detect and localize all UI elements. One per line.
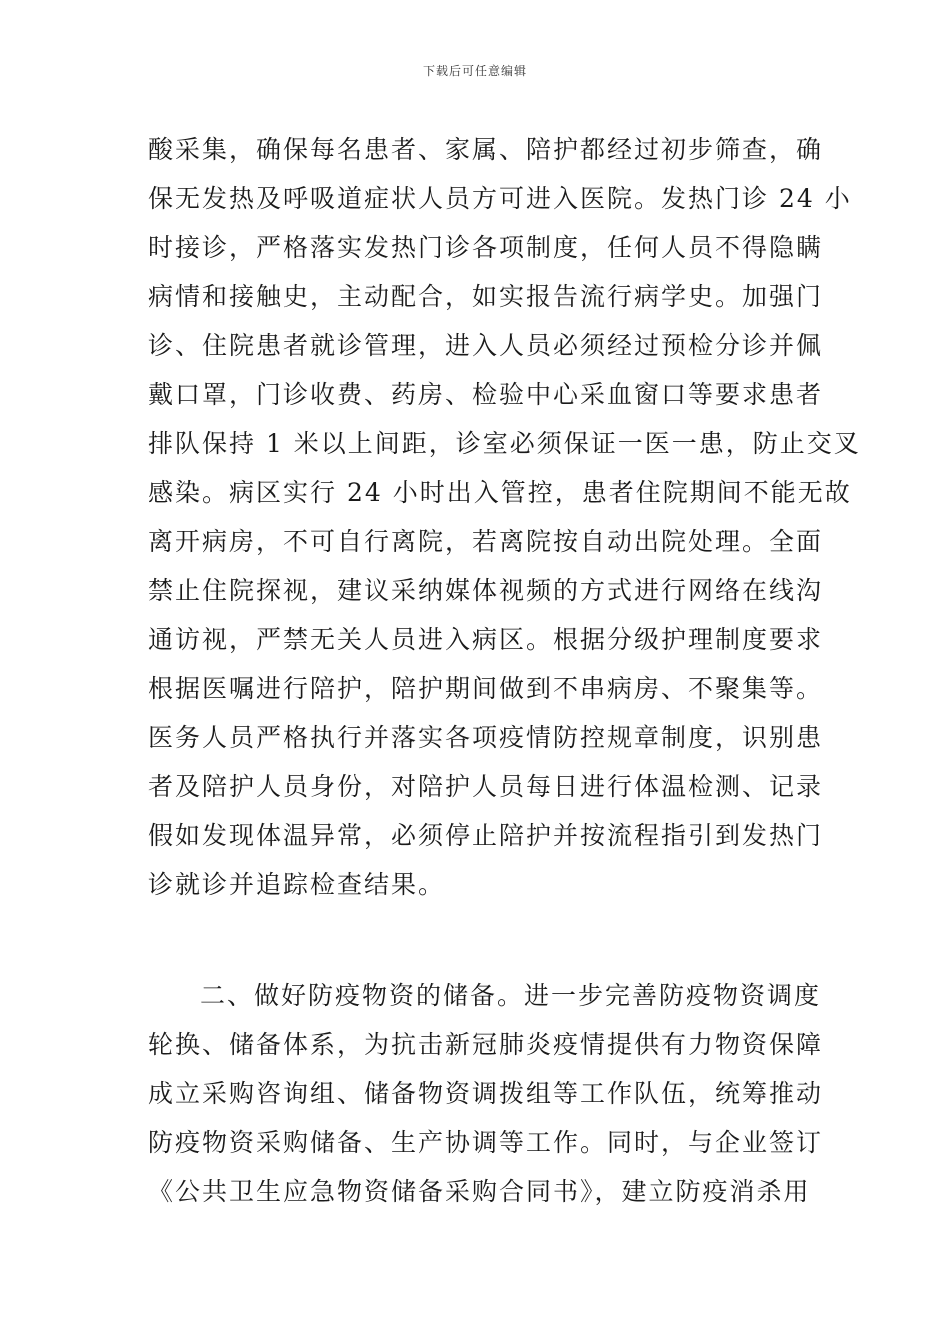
paragraph-line: 酸采集，确保每名患者、家属、陪护都经过初步筛查，确 [148,135,824,164]
paragraph-line: 排队保持 1 米以上间距，诊室必须保证一医一患，防止交叉 [148,429,861,458]
paragraph-line: 《公共卫生应急物资储备采购合同书》，建立防疫消杀用 [148,1177,811,1206]
paragraph-line: 时接诊，严格落实发热门诊各项制度，任何人员不得隐瞒 [148,233,824,262]
paragraph-1 [148,125,861,909]
paragraph-line: 根据医嘱进行陪护，陪护期间做到不串病房、不聚集等。 [148,674,824,703]
paragraph-line: 防疫物资采购储备、生产协调等工作。同时，与企业签订 [148,1128,824,1157]
paragraph-line: 离开病房，不可自行离院，若离院按自动出院处理。全面 [148,527,824,556]
paragraph-line: 成立采购咨询组、储备物资调拨组等工作队伍，统筹推动 [148,1079,824,1108]
paragraph-line: 者及陪护人员身份，对陪护人员每日进行体温检测、记录 [148,772,824,801]
paragraph-line: 病情和接触史，主动配合，如实报告流行病学史。加强门 [148,282,824,311]
paragraph-line: 诊就诊并追踪检查结果。 [148,870,446,899]
paragraph-line: 戴口罩，门诊收费、药房、检验中心采血窗口等要求患者 [148,380,824,409]
paragraph-line: 二、做好防疫物资的储备。进一步完善防疫物资调度 [200,981,822,1010]
paragraph-line: 诊、住院患者就诊管理，进入人员必须经过预检分诊并佩 [148,331,824,360]
paragraph-line: 感染。病区实行 24 小时出入管控，患者住院期间不能无故 [148,478,852,507]
paragraph-line: 保无发热及呼吸道症状人员方可进入医院。发热门诊 24 小 [148,184,852,213]
paragraph-line: 禁止住院探视，建议采纳媒体视频的方式进行网络在线沟 [148,576,824,605]
paragraph-line: 轮换、储备体系，为抗击新冠肺炎疫情提供有力物资保障 [148,1030,824,1059]
paragraph-line: 假如发现体温异常，必须停止陪护并按流程指引到发热门 [148,821,824,850]
paragraph-line: 通访视，严禁无关人员进入病区。根据分级护理制度要求 [148,625,824,654]
paragraph-2 [148,971,824,1216]
page-header: 下载后可任意编辑 [422,64,527,78]
paragraph-line: 医务人员严格执行并落实各项疫情防控规章制度，识别患 [148,723,824,752]
